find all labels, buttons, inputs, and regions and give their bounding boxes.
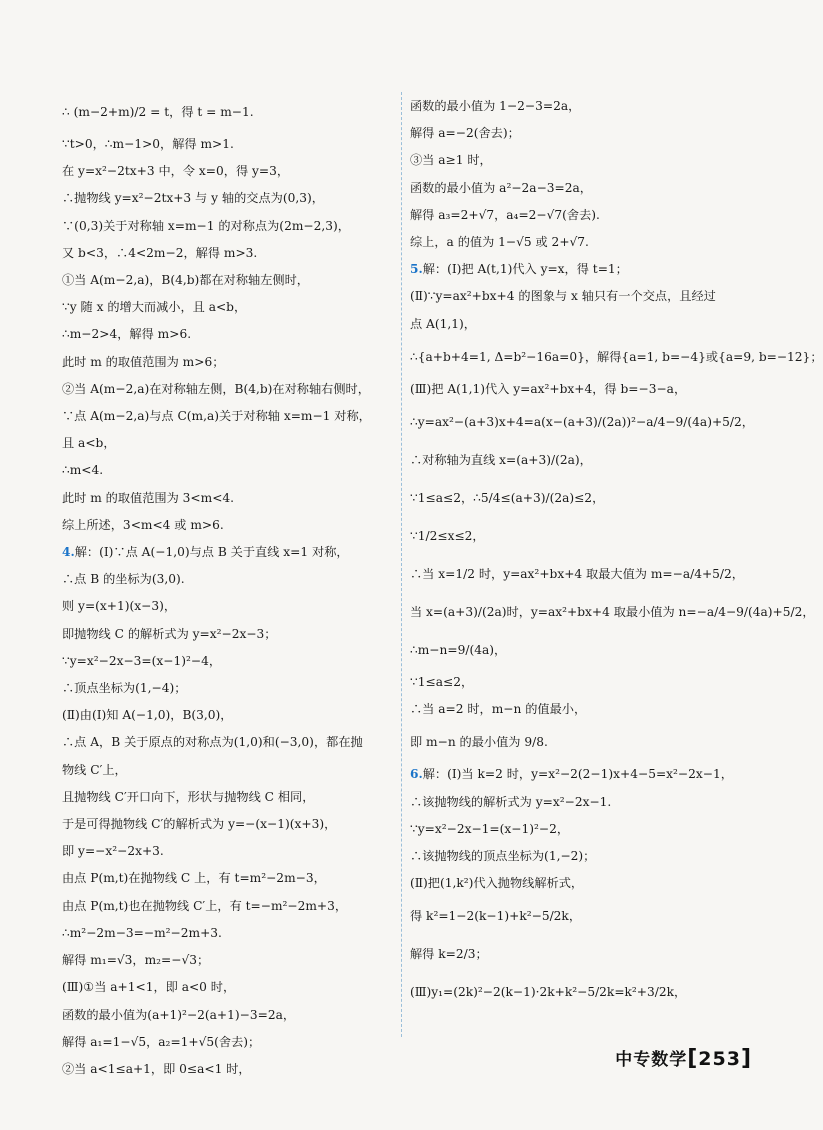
right-column-line: ∴该抛物线的解析式为 y=x²−2x−1.	[410, 794, 612, 809]
left-column-line: 在 y=x²−2tx+3 中，令 x=0，得 y=3，	[62, 164, 290, 179]
left-column-line: 且抛物线 C′开口向下，形状与抛物线 C 相同，	[62, 789, 315, 804]
left-column-line: 又 b<3，∴4<2m−2，解得 m>3.	[62, 245, 258, 260]
right-column-line: (Ⅱ)把(1,k²)代入抛物线解析式，	[410, 876, 584, 891]
left-column-line: ②当 A(m−2,a)在对称轴左侧，B(4,b)在对称轴右侧时，	[62, 381, 370, 396]
left-column-line: 由点 P(m,t)在抛物线 C 上，有 t=m²−2m−3，	[62, 871, 326, 886]
right-column	[410, 93, 823, 1011]
right-column-line: ∴当 a=2 时，m−n 的值最小，	[410, 702, 587, 717]
left-column	[62, 93, 396, 1083]
left-column-line: 此时 m 的取值范围为 m>6；	[62, 354, 225, 369]
problem-number: 6.	[410, 767, 423, 782]
left-column-line: ∴点 B 的坐标为(3,0).	[62, 572, 185, 587]
left-column-line: ∴m<4.	[62, 463, 104, 478]
left-column-line: (Ⅲ)①当 a+1<1，即 a<0 时，	[62, 980, 236, 995]
left-column-line: ∵(0,3)关于对称轴 x=m−1 的对称点为(2m−2,3)，	[62, 218, 350, 233]
right-column-line: (Ⅱ)∵y=ax²+bx+4 的图象与 x 轴只有一个交点，且经过	[410, 289, 716, 304]
left-column-line: ∴m²−2m−3=−m²−2m+3.	[62, 925, 222, 940]
left-column-line: 由点 P(m,t)也在抛物线 C′上，有 t=−m²−2m+3，	[62, 898, 348, 913]
right-column-line: 解得 a=−2(舍去)；	[410, 126, 520, 141]
left-column-line: 4.解：(Ⅰ)∵点 A(−1,0)与点 B 关于直线 x=1 对称，	[62, 545, 349, 560]
right-column-line: (Ⅲ)y₁=(2k)²−2(k−1)·2k+k²−5/2k=k²+3/2k，	[410, 985, 687, 1000]
left-column-line: ∴顶点坐标为(1,−4)；	[62, 681, 187, 696]
footer-bracket-open: [	[687, 1046, 699, 1071]
left-column-line: ∵y 随 x 的增大而减小，且 a<b，	[62, 300, 247, 315]
right-column-line: ∵y=x²−2x−1=(x−1)²−2，	[410, 821, 570, 836]
left-column-line: ∴m−2>4，解得 m>6.	[62, 327, 192, 342]
right-column-line: ∴{a+b+4=1, Δ=b²−16a=0}，解得{a=1, b=−4}或{a=9, b=−12}；	[410, 349, 823, 364]
right-column-line: 解得 a₃=2+√7，a₄=2−√7(舍去).	[410, 207, 600, 222]
left-column-line: ∴点 A，B 关于原点的对称点为(1,0)和(−3,0)，都在抛	[62, 735, 363, 750]
column-divider	[401, 92, 402, 1037]
left-column-line: (Ⅱ)由(Ⅰ)知 A(−1,0)，B(3,0)，	[62, 708, 233, 723]
right-column-line: ∵1≤a≤2，∴5/4≤(a+3)/(2a)≤2，	[410, 491, 605, 506]
right-column-line: ③当 a≥1 时，	[410, 153, 492, 168]
problem-number: 4.	[62, 545, 75, 560]
right-column-line: 函数的最小值为 a²−2a−3=2a，	[410, 180, 592, 195]
right-column-line: ∴m−n=9/(4a)，	[410, 643, 507, 658]
right-column-line: 得 k²=1−2(k−1)+k²−5/2k，	[410, 909, 582, 924]
left-column-line: 于是可得抛物线 C′的解析式为 y=−(x−1)(x+3)，	[62, 817, 337, 832]
left-column-line: ①当 A(m−2,a)，B(4,b)都在对称轴左侧时，	[62, 273, 309, 288]
left-column-line: ∵t>0，∴m−1>0，解得 m>1.	[62, 137, 234, 151]
right-column-line: 5.解：(Ⅰ)把 A(t,1)代入 y=x，得 t=1；	[410, 262, 628, 277]
right-column-line: 解得 k=2/3；	[410, 947, 488, 962]
right-column-line: 综上，a 的值为 1−√5 或 2+√7.	[410, 235, 589, 250]
problem-number: 5.	[410, 262, 423, 277]
right-column-line: 点 A(1,1)，	[410, 316, 476, 331]
right-column-line: ∵1/2≤x≤2，	[410, 529, 485, 544]
left-column-line: 此时 m 的取值范围为 3<m<4.	[62, 490, 235, 505]
right-column-line: ∴当 x=1/2 时，y=ax²+bx+4 取最大值为 m=−a/4+5/2，	[410, 567, 744, 582]
left-column-line: ∴抛物线 y=x²−2tx+3 与 y 轴的交点为(0,3)，	[62, 191, 324, 206]
right-column-line: ∴对称轴为直线 x=(a+3)/(2a)，	[410, 453, 592, 468]
left-column-line: 综上所述，3<m<4 或 m>6.	[62, 517, 224, 532]
right-column-line: 即 m−n 的最小值为 9/8.	[410, 735, 548, 750]
right-column-line: ∵1≤a≤2，	[410, 675, 474, 690]
left-column-line: 则 y=(x+1)(x−3)，	[62, 599, 177, 614]
footer-subject: 中专数学	[615, 1050, 688, 1070]
left-column-line: 解得 a₁=1−√5，a₂=1+√5(舍去)；	[62, 1034, 261, 1049]
page-number: 253	[698, 1048, 741, 1070]
left-column-line: 且 a<b，	[62, 436, 116, 451]
right-column-line: (Ⅲ)把 A(1,1)代入 y=ax²+bx+4，得 b=−3−a，	[410, 381, 687, 396]
right-column-line: 当 x=(a+3)/(2a)时，y=ax²+bx+4 取最小值为 n=−a/4−9/(4a)+5/2，	[410, 605, 815, 620]
left-column-line: ∵y=x²−2x−3=(x−1)²−4，	[62, 653, 222, 668]
left-column-line: 即抛物线 C 的解析式为 y=x²−2x−3；	[62, 626, 277, 641]
left-column-line: 函数的最小值为(a+1)²−2(a+1)−3=2a，	[62, 1007, 296, 1022]
right-column-line: ∴y=ax²−(a+3)x+4=a(x−(a+3)/(2a))²−a/4−9/(4a)+5/2，	[410, 415, 754, 430]
right-column-line: 6.解：(Ⅰ)当 k=2 时，y=x²−2(2−1)x+4−5=x²−2x−1，	[410, 767, 733, 782]
left-column-line: ②当 a<1≤a+1，即 0≤a<1 时，	[62, 1061, 251, 1076]
left-column-line: ∴ (m−2+m)/2 = t，得 t = m−1.	[62, 105, 254, 119]
right-column-line: ∴该抛物线的顶点坐标为(1,−2)；	[410, 849, 596, 864]
right-column-line: 函数的最小值为 1−2−3=2a，	[410, 99, 581, 113]
page-footer	[615, 1045, 752, 1071]
footer-bracket-close: ]	[740, 1046, 752, 1071]
left-column-line: 解得 m₁=√3，m₂=−√3；	[62, 953, 210, 968]
left-column-line: ∵点 A(m−2,a)与点 C(m,a)关于对称轴 x=m−1 对称，	[62, 409, 371, 424]
left-column-line: 即 y=−x²−2x+3.	[62, 844, 164, 859]
left-column-line: 物线 C′上，	[62, 762, 127, 777]
